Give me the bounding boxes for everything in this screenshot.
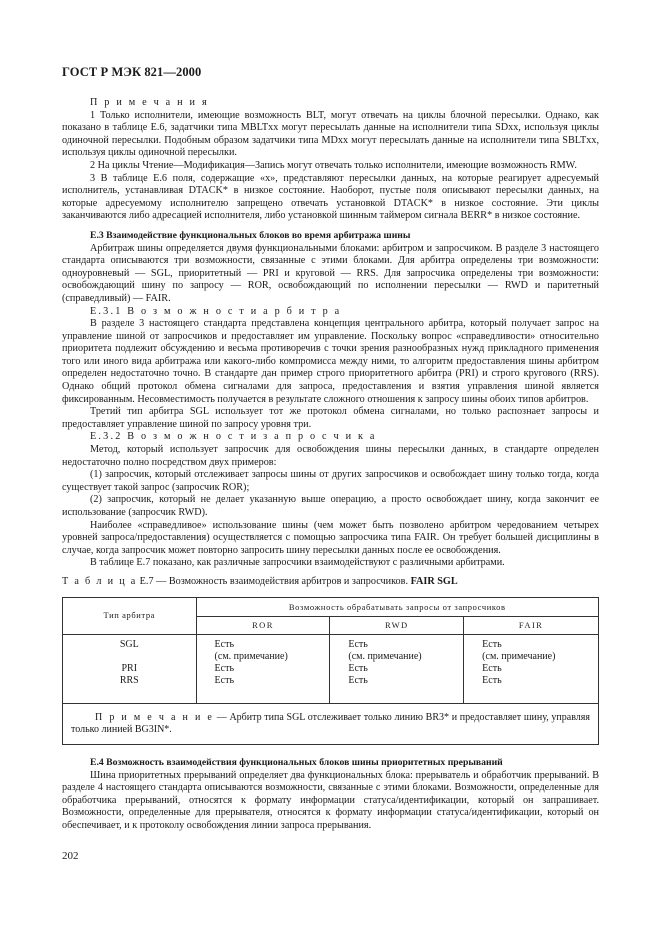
subsection-e31-title: E.3.1 В о з м о ж н о с т и а р б и т р а bbox=[90, 305, 342, 317]
page-content bbox=[62, 97, 599, 833]
section-e4-paragraph-1: Шина приоритетных прерываний определяет два функциональных блока: прерыватель и обработчик прерываний. В разделе 4 настоящего стандарта описываются возможности, связанные с этими блоками. Возможности, определенные для обработчика прерываний, относятся к формату информации статуса/идентификации, который он запрашивает. Возможности, определенные для прерывателя, относятся к формату информации статуса/идентификации, который он обеспечивает, и к протоколу освобождения линии запроса прерывания. bbox=[62, 769, 599, 831]
table-cell: RRS bbox=[119, 675, 139, 687]
table-caption-bold: FAIR SGL bbox=[410, 575, 458, 587]
table-header-fair: FAIR bbox=[464, 617, 599, 634]
table-cell: Есть bbox=[348, 675, 368, 687]
table-column-ror bbox=[196, 634, 330, 703]
table-cell: Есть bbox=[214, 675, 235, 687]
table-caption-label: Т а б л и ц а bbox=[62, 575, 138, 587]
note-item-2: 2 На циклы Чтение—Модификация—Запись могут отвечать только исполнители, имеющие возможность RMW. bbox=[90, 159, 577, 171]
table-cell: Есть bbox=[482, 662, 502, 674]
table-cell: Есть bbox=[214, 662, 235, 674]
table-note-text: — Арбитр типа SGL отслеживает только линию BR3* и предоставляет шину, управляя только линией BG3IN*. bbox=[71, 711, 590, 735]
table-column-rwd bbox=[330, 634, 464, 703]
note-item-1: 1 Только исполнители, имеющие возможность BLT, могут отвечать на циклы блочной пересылки. Однако, как показано в таблице E.6, задатчики типа MBLTxx могут пересылать данные на исполнители типа SDxx, используя циклы одиночной пересылки. Подобным образом задатчики типа MDxx могут пересылать данные на исполнители типа SBLTxx, используя циклы одиночной пересылки. bbox=[62, 109, 599, 159]
subsection-e32-paragraph-2: Наиболее «справедливое» использование шины (чем может быть позволено арбитром чередованием четырех уровней запроса/предоставления) осуществляется с помощью запросчика типа FAIR. Он требует большей дисциплины в случае, когда запросчик может повторно запросить шину пересылки данных после ее освобождения. bbox=[62, 519, 599, 556]
document-standard-title: ГОСТ Р МЭК 821—2000 bbox=[62, 65, 202, 79]
table-cell: Есть bbox=[482, 675, 502, 687]
notes-label: П р и м е ч а н и я bbox=[90, 97, 209, 108]
table-cell: Есть bbox=[214, 638, 235, 650]
table-cell: SGL bbox=[119, 638, 139, 650]
section-e4-heading: E.4 Возможность взаимодействия функциональных блоков шины приоритетных прерываний bbox=[90, 756, 503, 768]
table-note-label: П р и м е ч а н и е bbox=[95, 711, 215, 723]
table-header-rwd: RWD bbox=[330, 617, 464, 634]
table-cell: (см. примечание) bbox=[348, 650, 422, 662]
table-caption-text: E.7 — Возможность взаимодействия арбитров и запросчиков. bbox=[139, 575, 409, 587]
section-e3-heading: E.3 Взаимодействие функциональных блоков во время арбитража шины bbox=[90, 229, 411, 241]
subsection-e31-paragraph-1: В разделе 3 настоящего стандарта представлена концепция центрального арбитра, который получает запрос на управление шиной от запросчиков и предоставляет им управление. Поскольку вопрос «справедливости» относительно приоритета подлежит обсуждению и весьма противоречив с точки зрения разнообразных нужд прикладного применения того или иного вида арбитража или какого-либо компромисса между ними, то алгоритм предоставления шины арбитром определен недостаточно точно. В стандарте дан пример строго приоритетного арбитра (PRI) и строго кругового (RRS). Однако общий протокол обмена сигналами для запроса, предоставления и взятия управления шиной является фиксированным. Несовместимость получается в результате сложного отношения к запросу шины обоих типов арбитров. bbox=[62, 318, 599, 405]
table-cell: Есть bbox=[482, 638, 502, 650]
table-cell: (см. примечание) bbox=[482, 650, 556, 662]
subsection-e32-list-item-2: (2) запросчик, который не делает указанную выше операцию, а просто освобождает шину, когда закончит ее использование (запросчик RWD). bbox=[62, 494, 599, 518]
table-header-arbiter-type: Тип арбитра bbox=[63, 597, 197, 634]
subsection-e32-paragraph-1: Метод, который использует запросчик для освобождения шины пересылки данных, в стандарте определен недостаточно полно посредством двух примеров: bbox=[62, 444, 599, 468]
table-cell: (см. примечание) bbox=[214, 650, 288, 662]
table-cell bbox=[63, 651, 196, 663]
section-e3-intro: Арбитраж шины определяется двумя функциональными блоками: арбитром и запросчиком. В разделе 3 настоящего стандарта описываются три возможности, связанные с этими блоками. Для арбитра определены три возможности: одноуровневый — SGL, приоритетный — PRI и круговой — RRS. Для запросчика определены три возможности: освобождающий шину по запросу — ROR, освобождающий по исполнении пересылки — RWD и паритетный (справедливый) — FAIR. bbox=[62, 242, 599, 304]
subsection-e32-paragraph-3: В таблице E.7 показано, как различные запросчики взаимодействуют с различными арбитрами. bbox=[90, 557, 505, 569]
table-column-fair bbox=[464, 634, 599, 703]
page-number: 202 bbox=[62, 850, 79, 862]
subsection-e32-title: E.3.2 В о з м о ж н о с т и з а п р о с ч и к а bbox=[90, 431, 377, 443]
table-cell: PRI bbox=[121, 662, 138, 674]
table-e7 bbox=[62, 597, 599, 745]
subsection-e32-list-item-1: (1) запросчик, который отслеживает запросы шины от других запросчиков и освобождает шину только тогда, когда существует такой запрос (запросчик ROR); bbox=[62, 469, 599, 493]
table-note bbox=[63, 703, 599, 744]
note-item-3: 3 В таблице E.6 поля, содержащие «x», представляют пересылки данных, на которые реагирует адресуемый исполнитель, устанавливая DTACK* в низкое состояние. Наоборот, пустые поля описывают пересылки данных, на которые адресуемому исполнителю запрещено отвечать установкой DTACK* в низкое состояние. Эти циклы заканчиваются либо адресацией исполнителя, либо установкой шинным таймером сигнала BERR* в низкое состояние. bbox=[62, 172, 599, 222]
table-header-ror: ROR bbox=[196, 617, 330, 634]
table-column-arbiters bbox=[63, 634, 197, 703]
table-cell: Есть bbox=[348, 662, 368, 674]
table-header-group: Возможность обрабатывать запросы от запросчиков bbox=[196, 597, 598, 617]
subsection-e31-paragraph-2: Третий тип арбитра SGL использует тот же протокол обмена сигналами, но только распознает запросы и предоставляет управление шиной по запросу уровня три. bbox=[62, 406, 599, 430]
table-e7-caption bbox=[62, 576, 599, 589]
table-cell: Есть bbox=[348, 638, 368, 650]
